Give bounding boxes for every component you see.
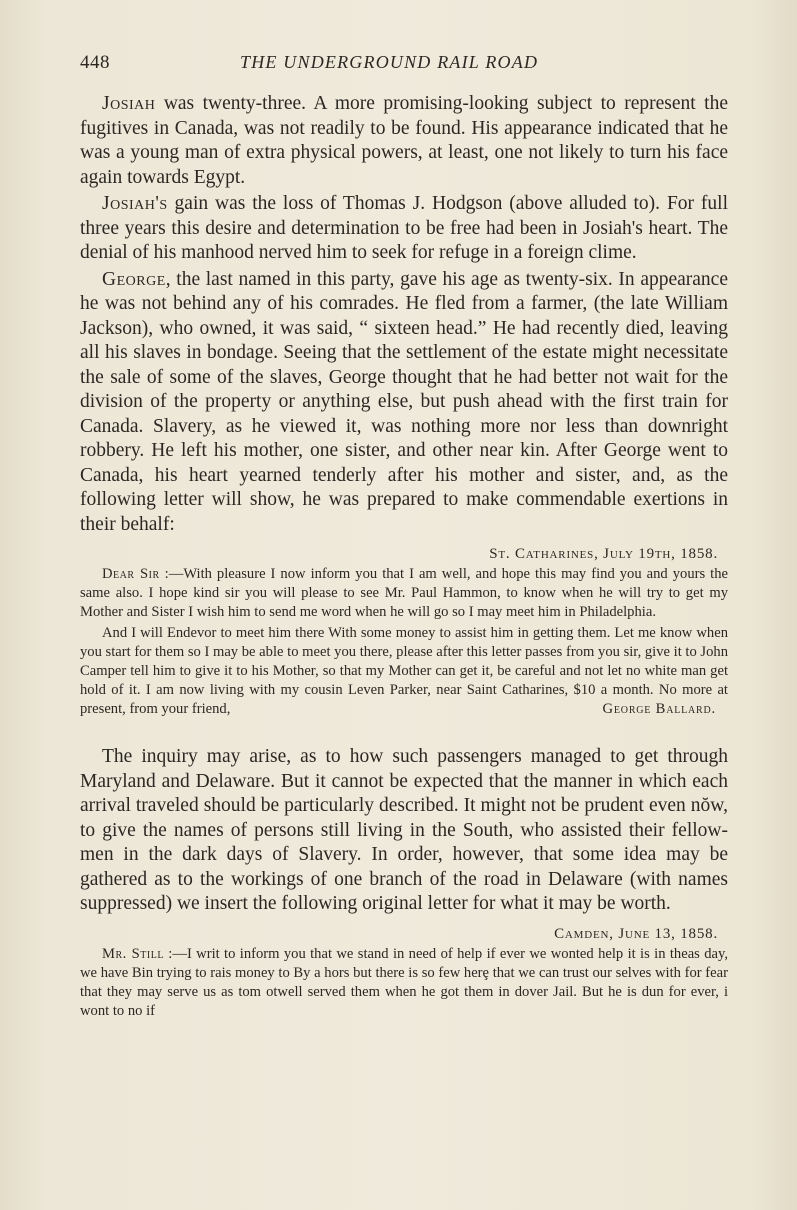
paragraph-josiah — [80, 92, 728, 190]
paragraph-text: gain was the loss of Thomas J. Hodgson (above alluded to). For full three years this desire and determination to be free had been in Josiah's heart. The denial of his manhood nerved him to seek for refuge in a foreign clime. — [80, 193, 728, 263]
paragraph-inquiry — [80, 745, 728, 917]
paragraph-text: The inquiry may arise, as to how such passengers managed to get through Maryland and Delaware. But it cannot be expected that the manner in which each arrival traveled should be particularly described. It might not be prudent even nŏw, to give the names of persons still living in the South, who assisted their fellow-men in the dark days of Slavery. In order, however, that some idea may be gathered as to the workings of one branch of the road in Delaware (with names suppressed) we insert the following original letter for what it may be worth. — [80, 746, 728, 914]
letter-camden — [80, 923, 728, 1021]
page-number: 448 — [80, 52, 110, 73]
letter-dateline: St. Catharines, July 19th, 1858. — [489, 546, 718, 562]
section-spacer — [80, 719, 728, 745]
lead-name: Josiah — [102, 93, 156, 114]
running-head: THE UNDERGROUND RAIL ROAD — [240, 52, 539, 72]
letter-salutation: Mr. Still — [102, 945, 164, 962]
paragraph-george — [80, 268, 728, 538]
letter-george-ballard — [80, 543, 728, 719]
page-header — [80, 52, 728, 82]
letter-text: And I will Endevor to meet him there With some money to assist him in getting them. Let me know when you start for them so I may be able to meet you there, please after this letter passes from you sir, give it to John Camper tell him to give it to his Mother, so that my Mother can get it, be careful and not let no white man get hold of it. I am now living with my cousin Leven Parker, near Saint Catharines, $10 a month. No more at present, from your friend, — [80, 625, 728, 717]
lead-name: George — [102, 268, 166, 290]
letter-paragraph — [80, 565, 728, 622]
paragraph-josiah-gain — [80, 192, 728, 266]
paragraph-text: was twenty-three. A more promising-looking subject to represent the fugitives in Canada, was not readily to be found. His appearance indicated that he was a young man of extra physical powers, at least, one not likely to turn his face again towards Egypt. — [80, 93, 728, 188]
letter-text: :—I writ to inform you that we stand in need of help if ever we wonted help it is in theas day, we have Bin trying to rais money to By a hors but there is so few herȩ that we can trust our selves with for fear that they may serve us as tom otwell served them when he got them in dover Jail. But he is dun for ever, i wont to no if — [80, 945, 728, 1019]
letter-text: :—With pleasure I now inform you that I am well, and hope this may find you and yours the same also. I hope kind sir you will please to see Mr. Paul Hammon, to know when he will try to get my Mother and Sister I wish him to send me word when he will go so I may meet him in Philadelphia. — [80, 566, 728, 620]
letter-signature: George Ballard. — [602, 701, 716, 717]
body-text — [80, 92, 728, 1021]
lead-name: Josiah's — [102, 193, 168, 214]
letter-salutation: Dear Sir — [102, 566, 160, 582]
letter-paragraph — [80, 945, 728, 1021]
paragraph-text: , the last named in this party, gave his age as twenty-six. In appearance he was not behind any of his comrades. He fled from a farmer, (the late William Jackson), who owned, it was said, “ sixteen head.” He had recently died, leaving all his slaves in bondage. Seeing that the settlement of the estate might necessitate the sale of some of the slaves, George thought that he had better not wait for the division of the property or anything else, but push ahead with the first train for Canada. Slavery, as he viewed it, was nothing more nor less than downright robbery. He left his mother, one sister, and other near kin. After George went to Canada, his heart yearned tenderly after his mother and sister, and, as the following letter will show, he was prepared to make commendable exertions in their behalf: — [80, 268, 728, 535]
letter-paragraph — [80, 624, 728, 719]
letter-dateline: Camden, June 13, 1858. — [554, 925, 718, 942]
